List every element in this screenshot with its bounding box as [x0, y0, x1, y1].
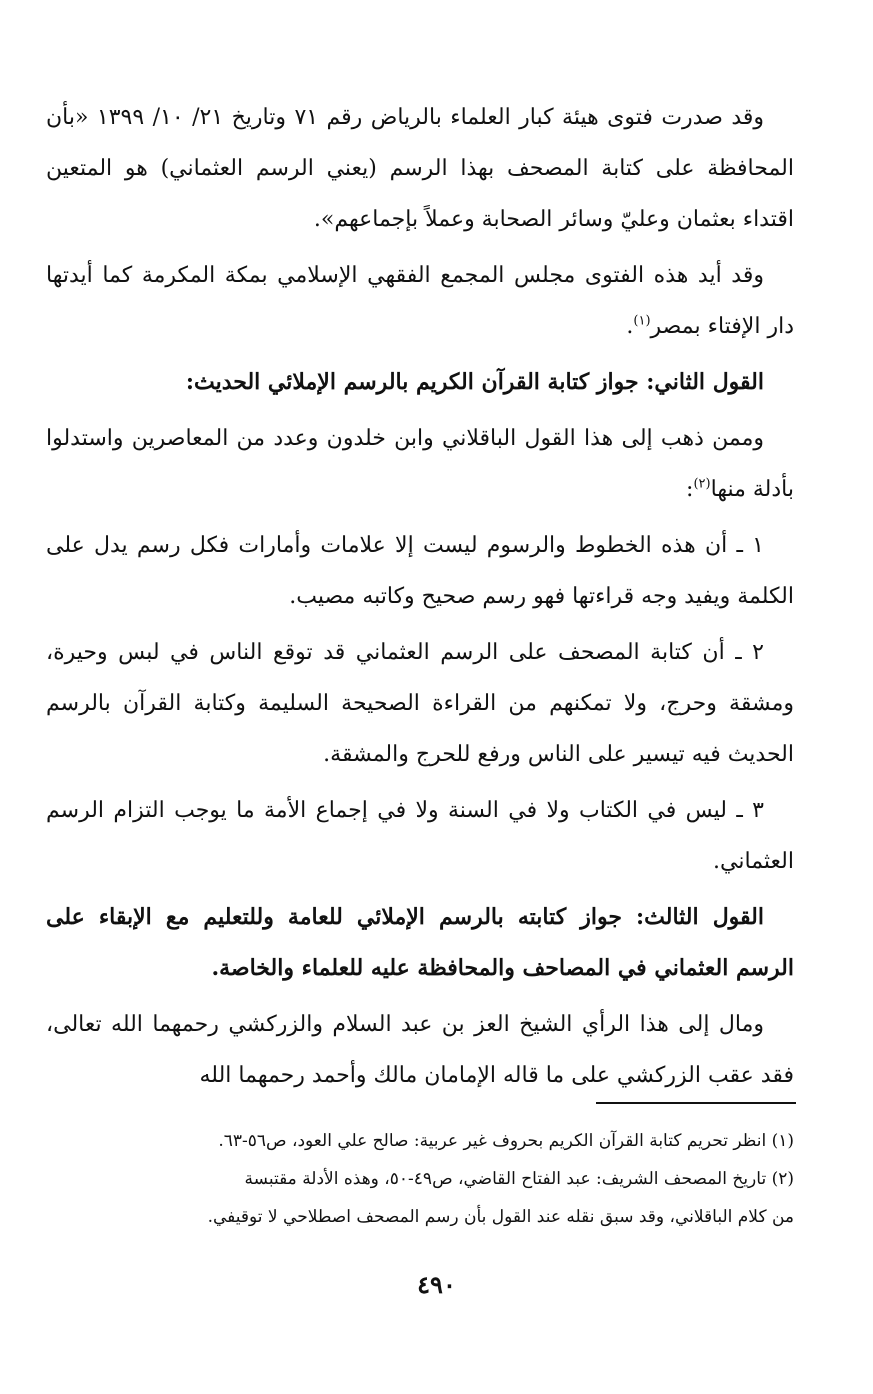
footnote-divider: [596, 1102, 796, 1104]
paragraph-support: [46, 250, 794, 352]
evidence-item-2: ٢ ـ أن كتابة المصحف على الرسم العثماني قد توقع الناس في لبس وحيرة، ومشقة وحرج، ولا تمكنهم من القراءة الصحيحة السليمة وكتابة القرآن بالرسم الحديث فيه تيسير على الناس ورفع للحرج والمشقة.: [46, 640, 794, 767]
paragraph-fatwa: وقد صدرت فتوى هيئة كبار العلماء بالرياض رقم ٧١ وتاريخ ٢١/ ١٠/ ١٣٩٩ «بأن المحافظة على كتابة المصحف بهذا الرسم (يعني الرسم العثماني) هو المتعين اقتداء بعثمان وعليّ وسائر الصحابة وعملاً بإجماعهم».: [46, 105, 794, 232]
paragraph-support-text: وقد أيد هذه الفتوى مجلس المجمع الفقهي الإسلامي بمكة المكرمة كما أيدتها دار الإفتاء بمصر: [46, 263, 794, 339]
footnote-2-line-1: (٢) تاريخ المصحف الشريف: عبد الفتاح القاضي، ص٤٩-٥٠، وهذه الأدلة مقتبسة: [244, 1169, 794, 1189]
footnotes: [46, 1122, 794, 1236]
evidence-item-1: ١ ـ أن هذه الخطوط والرسوم ليست إلا علامات وأمارات فكل رسم يدل على الكلمة ويفيد وجه قراءتها فهو رسم صحيح وكاتبه مصيب.: [46, 533, 794, 609]
evidence-item-3: ٣ ـ ليس في الكتاب ولا في السنة ولا في إجماع الأمة ما يوجب التزام الرسم العثماني.: [46, 798, 794, 874]
heading-third-opinion: القول الثالث: جواز كتابته بالرسم الإملائي للعامة وللتعليم مع الإبقاء على الرسم العثماني في المصاحف والمحافظة عليه للعلماء والخاصة.: [46, 904, 794, 981]
page-body: [46, 92, 794, 1106]
footnote-1: (١) انظر تحريم كتابة القرآن الكريم بحروف غير عربية: صالح علي العود، ص٥٦-٦٣.: [218, 1131, 794, 1151]
footnote-2-line-2: من كلام الباقلاني، وقد سبق نقله عند القول بأن رسم المصحف اصطلاحي لا توقيفي.: [207, 1207, 794, 1227]
paragraph-proponents-end: :: [686, 477, 694, 502]
page-number: ٤٩٠: [417, 1270, 456, 1299]
footnote-ref-2[interactable]: (٢): [693, 476, 711, 492]
paragraph-support-end: .: [626, 314, 634, 339]
paragraph-third-supporters: ومال إلى هذا الرأي الشيخ العز بن عبد السلام والزركشي رحمهما الله تعالى، فقد عقب الزركشي على ما قاله الإمامان مالك وأحمد رحمهما الله: [46, 1012, 794, 1088]
heading-second-opinion: القول الثاني: جواز كتابة القرآن الكريم بالرسم الإملائي الحديث:: [185, 369, 764, 395]
paragraph-proponents-text: وممن ذهب إلى هذا القول الباقلاني وابن خلدون وعدد من المعاصرين واستدلوا بأدلة منها: [46, 426, 794, 502]
paragraph-proponents: [46, 413, 794, 515]
footnote-ref-1[interactable]: (١): [633, 313, 651, 329]
